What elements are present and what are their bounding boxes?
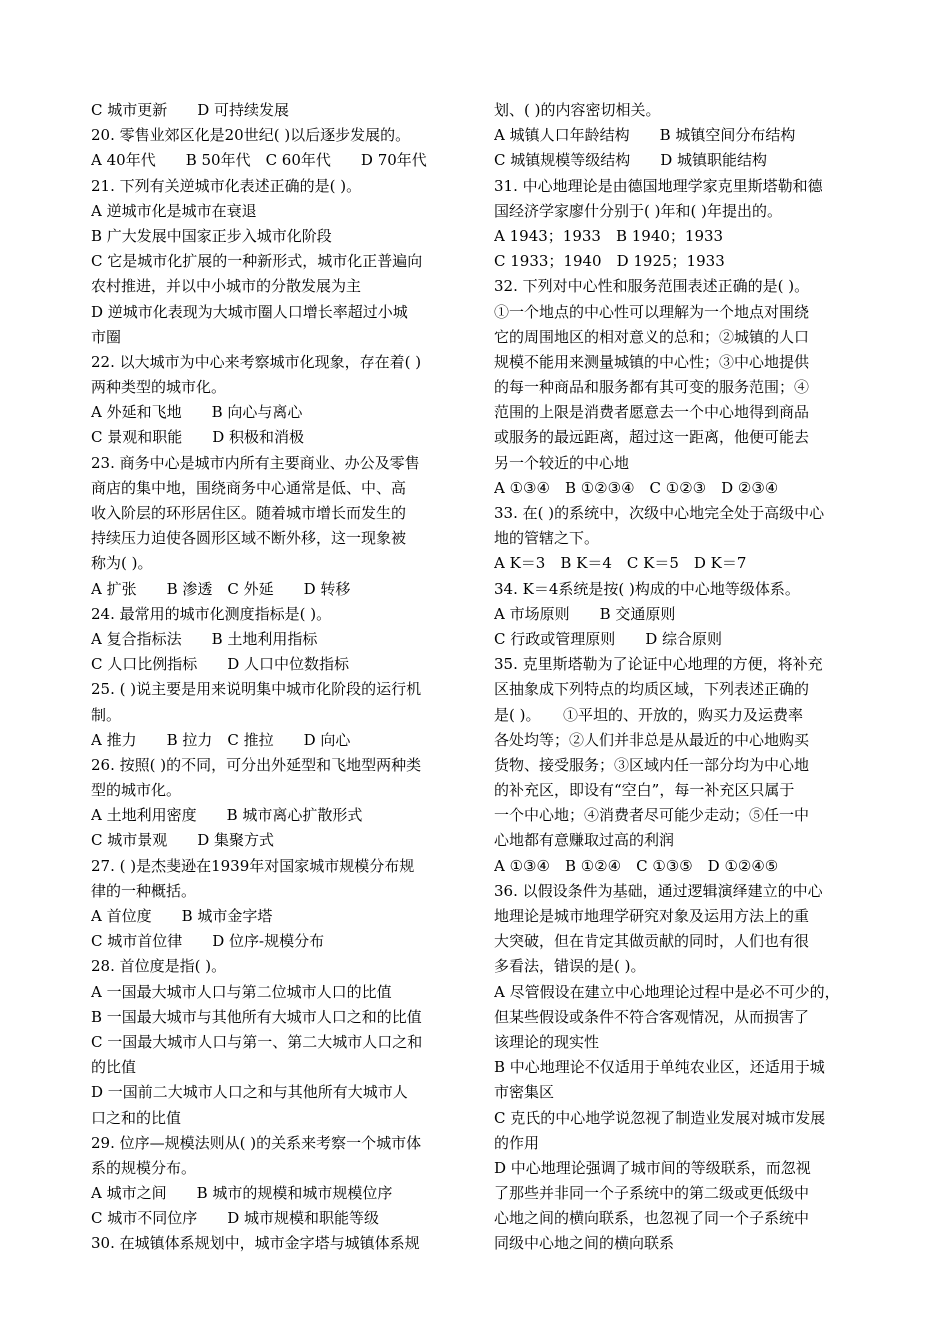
left-column-text-line: 市圈 [91,327,122,346]
left-column-text-line: 持续压力迫使各圆形区域不断外移，这一现象被 [91,529,407,548]
right-column-text-line: 该理论的现实性 [494,1032,600,1051]
left-column-text-line: 称为( )。 [91,554,153,573]
right-column-text-line: A 市场原则 B 交通原则 [494,604,676,623]
left-column-text-line: B 一国最大城市与其他所有大城市人口之和的比值 [91,1007,422,1026]
left-column-text-line: 24. 最常用的城市化测度指标是( )。 [91,604,332,623]
left-column-text-line: A 逆城市化是城市在衰退 [91,201,257,220]
right-column-text-line: 划、( )的内容密切相关。 [494,101,661,119]
right-column-text-line: 市密集区 [494,1083,555,1102]
left-column-text-line: 商店的集中地，围绕商务中心通常是低、中、高 [91,478,407,497]
right-column-text-line: B 中心地理论不仅适用于单纯农业区，还适用于城 [494,1058,825,1077]
left-column-text-line: 农村推进，并以中小城市的分散发展为主 [91,277,362,296]
right-text-column [494,98,866,1257]
left-column-text-line: A 扩张 B 渗透 C 外延 D 转移 [91,579,351,598]
left-column-text-line: 口之和的比值 [91,1108,182,1127]
left-column-text-line: 30. 在城镇体系规划中，城市金字塔与城镇体系规 [91,1234,420,1253]
left-column-text-line: 25. ( )说主要是用来说明集中城市化阶段的运行机 [91,680,422,699]
left-column-text-line: A 40年代 B 50年代 C 60年代 D 70年代 [91,151,427,170]
left-column-text-line: A 外延和飞地 B 向心与离心 [91,403,303,422]
right-column-text-line: A 城镇人口年龄结构 B 城镇空间分布结构 [494,126,796,145]
right-column-text-line: 规模不能用来测量城镇的中心性；③中心地提供 [494,352,810,371]
left-column-text-line: C 城市不同位序 D 城市规模和职能等级 [91,1209,380,1228]
right-column-text-line: 是( )。 ①平坦的、开放的，购买力及运费率 [494,705,803,724]
right-column-text-line: 31. 中心地理论是由德国地理学家克里斯塔勒和德 [494,176,823,195]
right-column-text-line: 36. 以假设条件为基础，通过逻辑演绎建立的中心 [494,881,823,900]
left-column-text-line: 20. 零售业郊区化是20世纪( )以后逐步发展的。 [91,126,411,145]
left-column-text-line: C 一国最大城市人口与第一、第二大城市人口之和 [91,1032,423,1051]
right-column-text-line: 地理论是城市地理学研究对象及运用方法上的重 [494,907,810,925]
right-column-text-line: 它的周围地区的相对意义的总和；②城镇的人口 [494,327,810,346]
right-column-text-line: 各处均等；②人们并非总是从最近的中心地购买 [494,730,810,749]
right-column-text-line: 区抽象成下列特点的均质区域，下列表述正确的 [494,680,810,699]
right-column-text-line: 心地之间的横向联系，也忽视了同一个子系统中 [494,1209,810,1228]
left-column-text-line: 27. ( )是杰斐逊在1939年对国家城市规模分布规 [91,856,415,875]
right-column-text-line: 35. 克里斯塔勒为了论证中心地理的方便，将补充 [494,655,823,674]
left-column-text-line: C 它是城市化扩展的一种新形式，城市化正普遍向 [91,252,423,271]
left-column-text-line: 系的规模分布。 [91,1158,197,1177]
right-column-text-line: 但某些假设或条件不符合客观情况，从而损害了 [494,1007,810,1026]
right-column-text-line: A ①③④ B ①②④ C ①③⑤ D ①②④⑤ [494,856,779,875]
right-column-text-line: 34. K＝4系统是按( )构成的中心地等级体系。 [494,579,800,598]
left-column-text-line: C 城市首位律 D 位序-规模分布 [91,932,325,951]
left-column-text-line: D 一国前二大城市人口之和与其他所有大城市人 [91,1083,408,1102]
right-column-text-line: 多看法，错误的是( )。 [494,957,646,976]
right-column-text-line: A K＝3 B K＝4 C K＝5 D K＝7 [494,554,747,573]
right-column-text-line: ①一个地点的中心性可以理解为一个地点对围绕 [494,302,810,321]
left-column-text-line: 律的一种概括。 [91,881,197,900]
left-column-text-line: 型的城市化。 [91,781,182,800]
right-column-text-line: 国经济学家廖什分别于( )年和( )年提出的。 [494,201,782,220]
right-column-text-line: 的每一种商品和服务都有其可变的服务范围；④ [494,378,810,397]
right-column-text-line: 32. 下列对中心性和服务范围表述正确的是( )。 [494,277,810,296]
right-column-text-line: 大突破，但在肯定其做贡献的同时，人们也有很 [494,932,810,951]
right-column-text-line: 地的管辖之下。 [494,529,600,548]
right-column-text-line: 同级中心地之间的横向联系 [494,1234,675,1253]
left-column-text-line: B 广大发展中国家正步入城市化阶段 [91,226,332,245]
right-column-text-line: 范围的上限是消费者愿意去一个中心地得到商品 [494,403,810,422]
left-column-text-line: 两种类型的城市化。 [91,378,227,397]
left-column-text-line: 28. 首位度是指( )。 [91,957,227,976]
right-column-text-line: 心地都有意赚取过高的利润 [494,831,675,850]
left-column-text-line: A 土地利用密度 B 城市离心扩散形式 [91,806,363,825]
right-column-text-line: A ①③④ B ①②③④ C ①②③ D ②③④ [494,478,779,497]
left-column-text-line: 21. 下列有关逆城市化表述正确的是( )。 [91,176,362,195]
left-column-text-line: A 城市之间 B 城市的规模和城市规模位序 [91,1184,393,1203]
left-column-text-line: 的比值 [91,1058,137,1077]
right-column-text-line: C 克氏的中心地学说忽视了制造业发展对城市发展 [494,1108,826,1127]
right-column-text-line: C 行政或管理原则 D 综合原则 [494,629,723,648]
left-column-text-line: A 推力 B 拉力 C 推拉 D 向心 [91,730,351,749]
right-column-text-line: 的补充区，即设有“空白”，每一补充区只属于 [494,781,795,800]
left-column-text-line: C 城市更新 D 可持续发展 [91,101,290,119]
right-column-text-line: A 1943；1933 B 1940；1933 [494,226,724,245]
left-column-text-line: 23. 商务中心是城市内所有主要商业、办公及零售 [91,453,420,472]
right-column-text-line: A 尽管假设在建立中心地理论过程中是必不可少的， [494,982,840,1001]
left-column-text-line: C 景观和职能 D 积极和消极 [91,428,305,447]
left-column-text-line: C 人口比例指标 D 人口中位数指标 [91,655,350,674]
left-column-text-line: D 逆城市化表现为大城市圈人口增长率超过小城 [91,302,408,321]
right-column-text-line: 一个中心地；④消费者尽可能少走动；⑤任一中 [494,806,810,825]
right-column-text-line: 或服务的最远距离，超过这一距离，他便可能去 [494,428,810,447]
left-column-text-line: A 复合指标法 B 土地利用指标 [91,629,318,648]
right-column-text-line: 了那些并非同一个子系统中的第二级或更低级中 [494,1184,810,1203]
left-column-text-line: A 首位度 B 城市金字塔 [91,907,273,925]
right-column-text-line: C 城镇规模等级结构 D 城镇职能结构 [494,151,768,170]
right-column-text-line: C 1933；1940 D 1925；1933 [494,252,725,271]
right-column-text-line: 另一个较近的中心地 [494,453,630,472]
left-column-text-line: 收入阶层的环形居住区。随着城市增长而发生的 [91,504,407,522]
right-column-text-line: 的作用 [494,1133,540,1152]
right-column-text-line: 货物、接受服务；③区域内任一部分均为中心地 [494,755,810,774]
left-column-text-line: 29. 位序—规模法则从( )的关系来考察一个城市体 [91,1133,422,1152]
left-column-text-line: 制。 [91,705,122,724]
right-column-text-line: 33. 在( )的系统中，次级中心地完全处于高级中心 [494,504,825,522]
left-column-text-line: C 城市景观 D 集聚方式 [91,831,275,850]
right-column-text-line: D 中心地理论强调了城市间的等级联系，而忽视 [494,1158,811,1177]
left-column-text-line: 22. 以大城市为中心来考察城市化现象，存在着( ) [91,352,422,371]
left-text-column [91,98,463,1257]
left-column-text-line: 26. 按照( )的不同，可分出外延型和飞地型两种类 [91,755,422,774]
left-column-text-line: A 一国最大城市人口与第二位城市人口的比值 [91,982,392,1001]
